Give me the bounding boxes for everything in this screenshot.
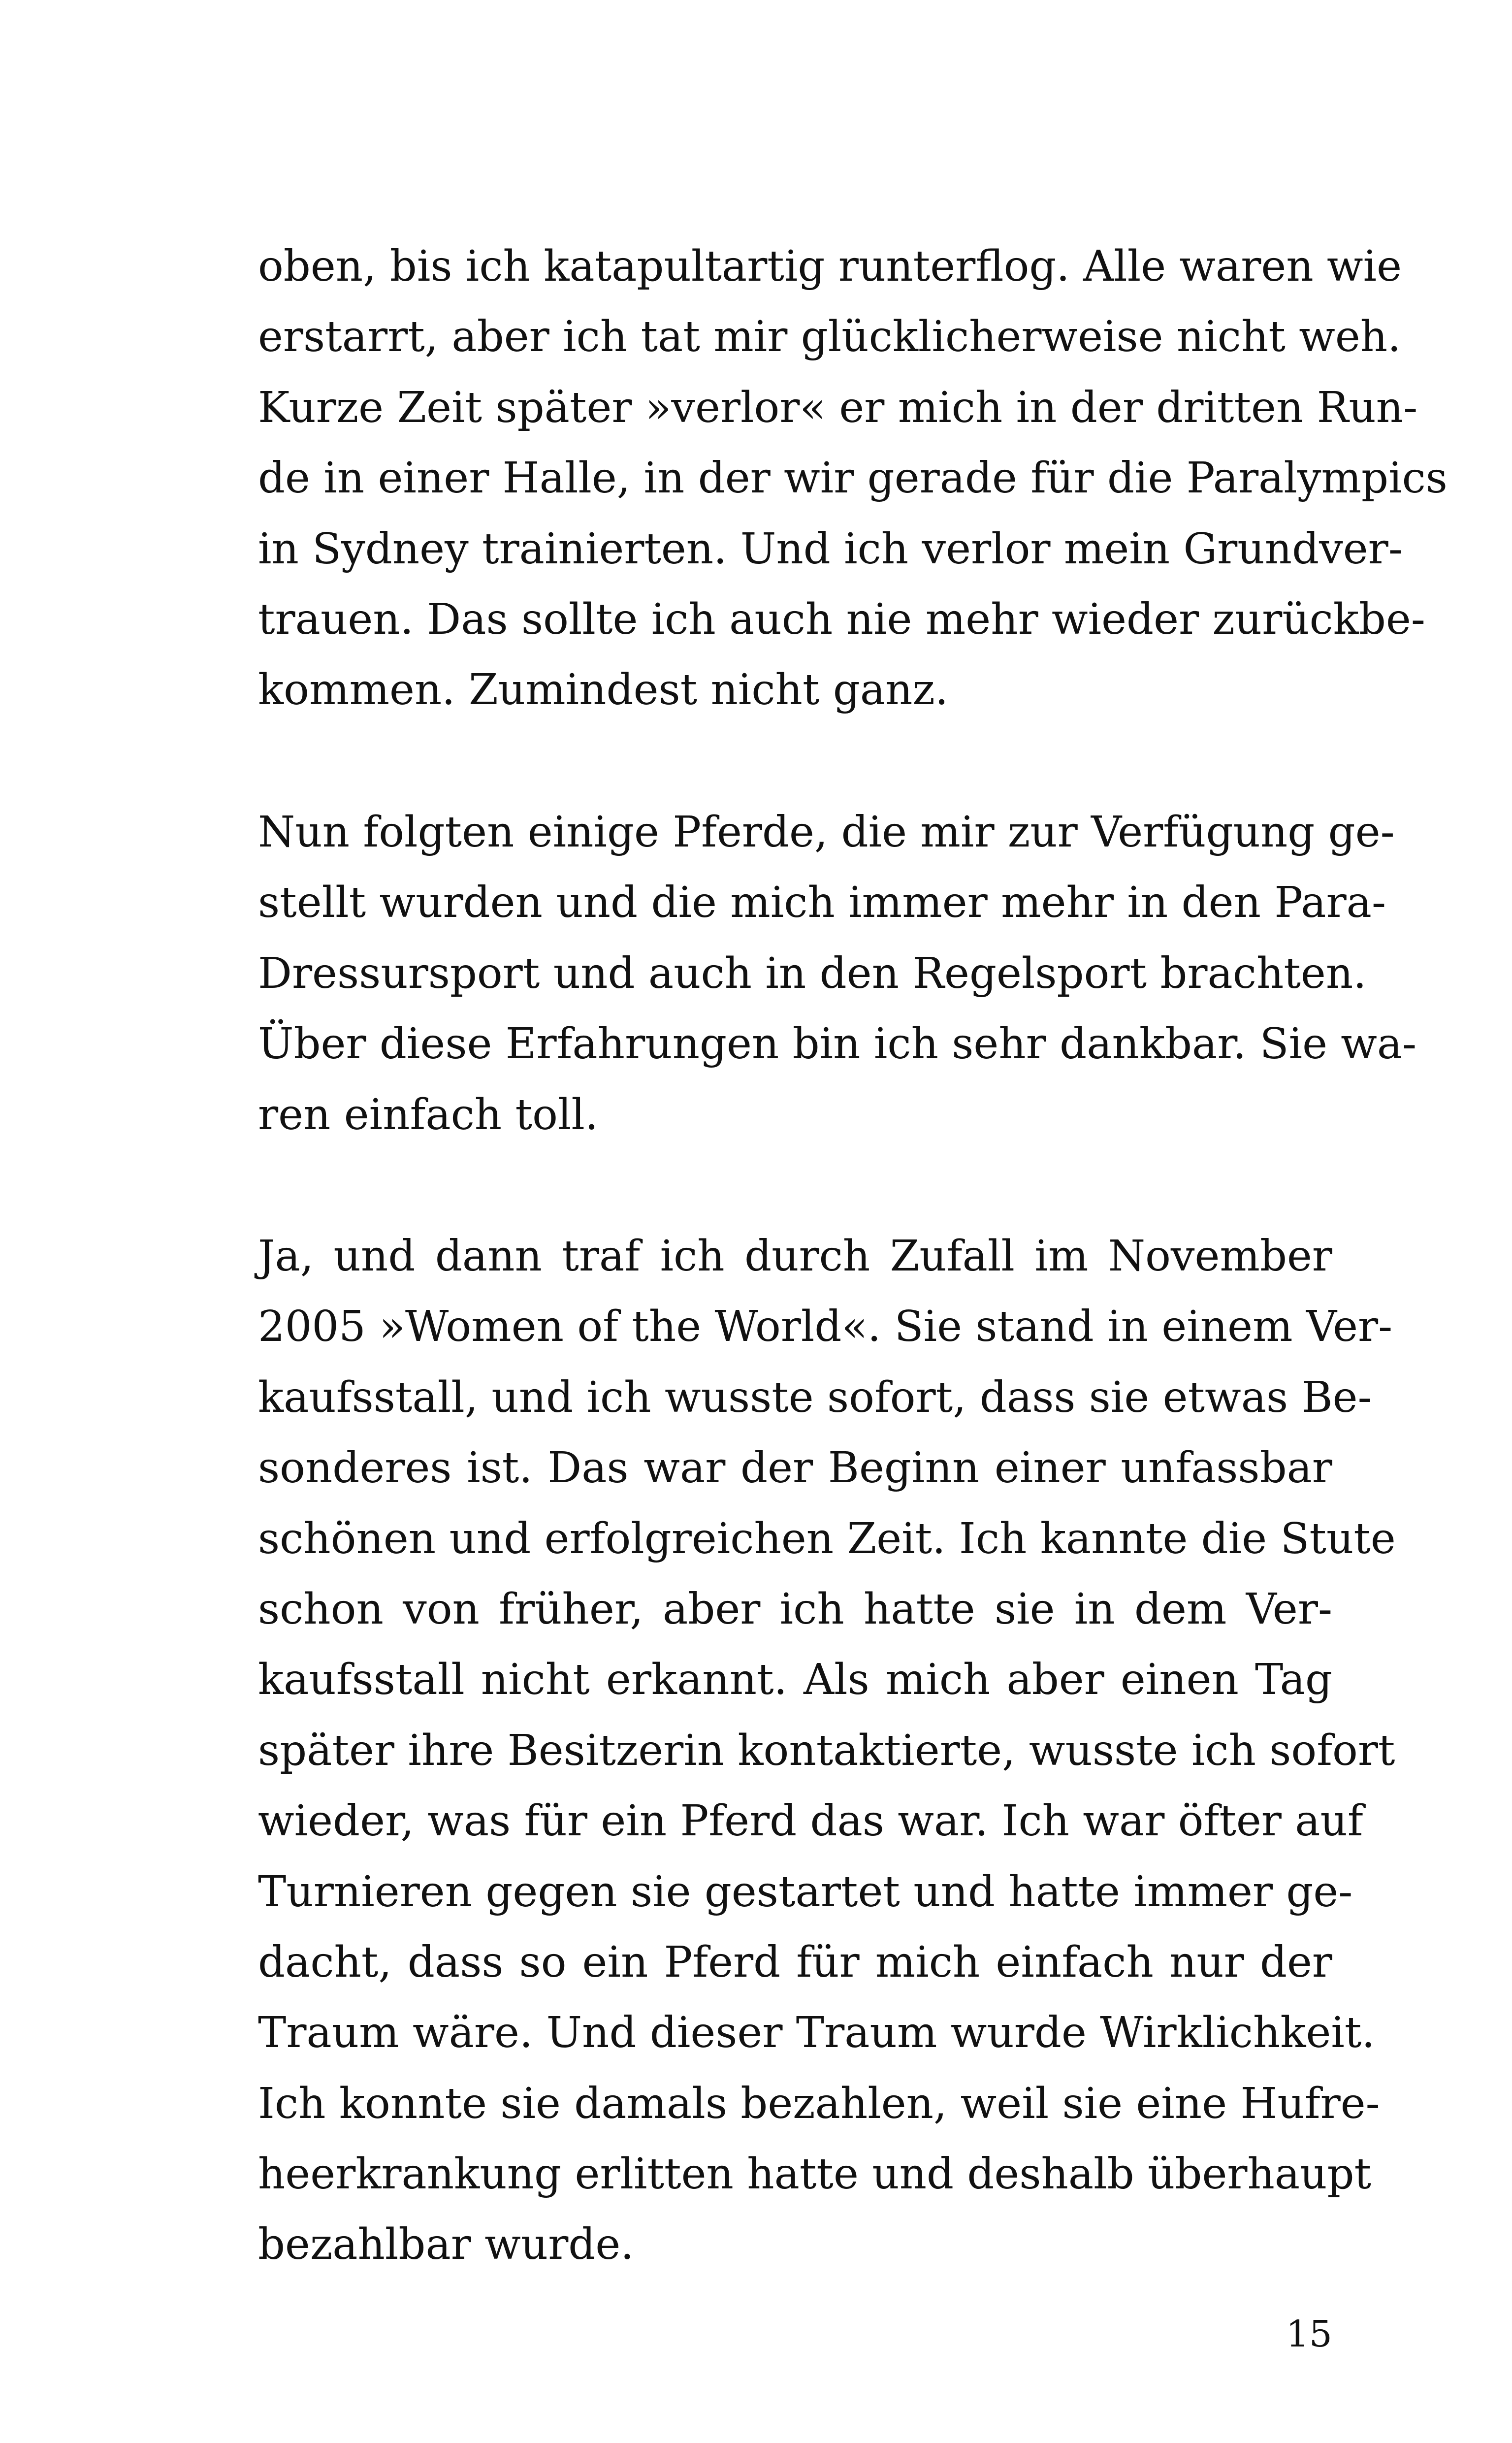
text-line: kaufsstall nicht erkannt. Als mich aber einen Tag xyxy=(258,1655,1332,1705)
text-line: wieder, was für ein Pferd das war. Ich war öfter auf xyxy=(258,1796,1363,1846)
paragraph-3 xyxy=(258,1221,1396,2280)
text-line: schon von früher, aber ich hatte sie in dem Ver- xyxy=(258,1584,1332,1634)
page-number: 15 xyxy=(1286,2313,1332,2355)
text-line: Über diese Erfahrungen bin ich sehr dankbar. Sie wa- xyxy=(258,1019,1417,1069)
text-line: später ihre Besitzerin kontaktierte, wusste ich sofort xyxy=(258,1726,1395,1775)
text-line: sonderes ist. Das war der Beginn einer unfassbar xyxy=(258,1443,1332,1493)
paragraph-1 xyxy=(258,231,1448,726)
text-line: in Sydney trainierten. Und ich verlor mein Grundver- xyxy=(258,524,1403,574)
text-line: stellt wurden und die mich immer mehr in den Para- xyxy=(258,878,1386,928)
text-line: schönen und erfolgreichen Zeit. Ich kannte die Stute xyxy=(258,1514,1396,1564)
text-line: Turnieren gegen sie gestartet und hatte immer ge- xyxy=(258,1867,1353,1917)
text-line: de in einer Halle, in der wir gerade für die Paralympics xyxy=(258,454,1448,503)
text-line: Kurze Zeit später »verlor« er mich in der dritten Run- xyxy=(258,383,1418,432)
text-line: Dressursport und auch in den Regelsport brachten. xyxy=(258,948,1367,998)
text-line: oben, bis ich katapultartig runterflog. Alle waren wie xyxy=(258,242,1402,291)
paragraph-2 xyxy=(258,797,1417,1150)
text-line: heerkrankung erlitten hatte und deshalb überhaupt xyxy=(258,2150,1372,2199)
text-line: dacht, dass so ein Pferd für mich einfach nur der xyxy=(258,1937,1332,1987)
text-line: Traum wäre. Und dieser Traum wurde Wirklichkeit. xyxy=(258,2008,1375,2058)
text-line: kommen. Zumindest nicht ganz. xyxy=(258,665,949,715)
text-line: Ich konnte sie damals bezahlen, weil sie eine Hufre- xyxy=(258,2079,1380,2128)
text-line: Nun folgten einige Pferde, die mir zur Verfügung ge- xyxy=(258,808,1395,857)
text-line: Ja, und dann traf ich durch Zufall im November xyxy=(258,1232,1332,1281)
text-line: ren einfach toll. xyxy=(258,1090,599,1140)
text-line: kaufsstall, und ich wusste sofort, dass sie etwas Be- xyxy=(258,1372,1372,1422)
text-line: trauen. Das sollte ich auch nie mehr wieder zurückbe- xyxy=(258,594,1425,644)
text-line: bezahlbar wurde. xyxy=(258,2220,634,2270)
text-line: 2005 »Women of the World«. Sie stand in einem Ver- xyxy=(258,1302,1393,1352)
text-line: erstarrt, aber ich tat mir glücklicherweise nicht weh. xyxy=(258,312,1401,362)
